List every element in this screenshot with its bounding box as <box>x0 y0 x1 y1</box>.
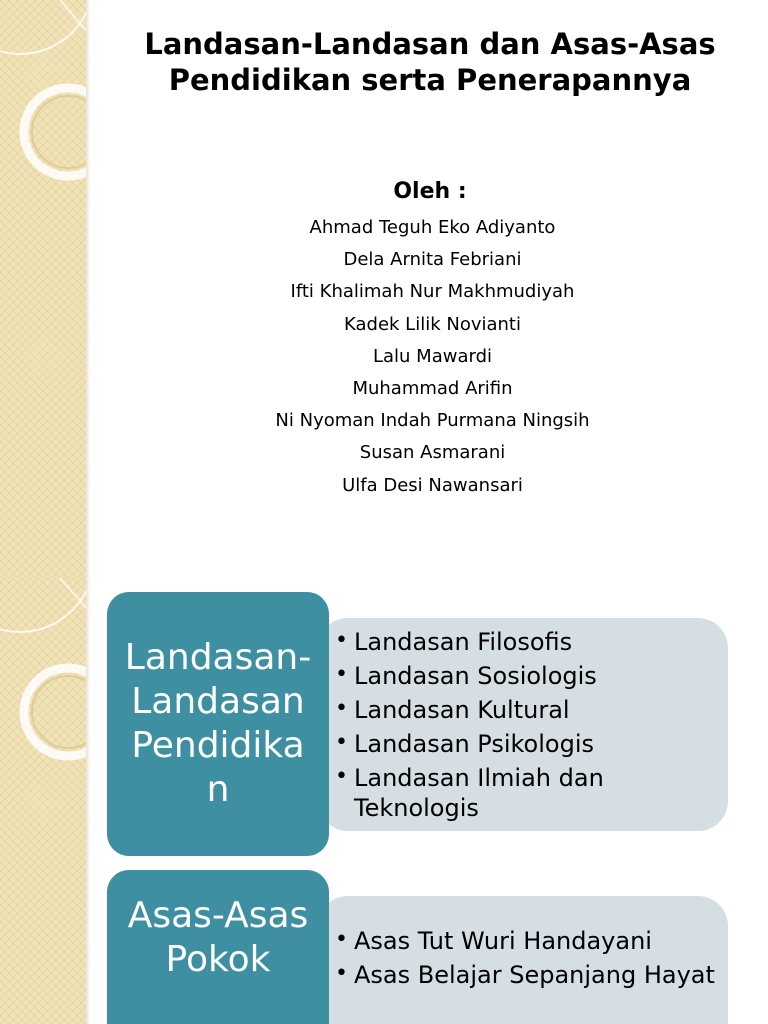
slide-2 <box>0 578 768 1024</box>
list-item: • Landasan Ilmiah dan Teknologis <box>318 763 728 823</box>
landasan-heading-box <box>107 592 329 856</box>
author-list <box>230 212 635 502</box>
strip-shadow <box>86 0 90 578</box>
author-name: Dela Arnita Febriani <box>343 249 522 271</box>
decorative-strip <box>0 0 86 578</box>
list-item: • Landasan Filosofis <box>318 627 728 657</box>
list-item: • Asas Tut Wuri Handayani <box>318 926 728 956</box>
author-name: Lalu Mawardi <box>372 345 492 367</box>
decorative-strip <box>0 578 86 1024</box>
author-name: Kadek Lilik Novianti <box>344 313 521 335</box>
author-name: Ifti Khalimah Nur Makhmudiyah <box>290 281 575 303</box>
asas-list-panel <box>318 896 728 1024</box>
asas-list <box>318 896 728 990</box>
list-item: • Asas Belajar Sepanjang Hayat <box>318 960 728 990</box>
strip-shadow <box>86 578 90 1024</box>
slide-title: Landasan-Landasan dan Asas-Asas Pendidikan serta Penerapannya <box>144 27 716 97</box>
asas-heading: Asas-Asas Pokok <box>127 895 309 980</box>
landasan-list <box>318 618 728 823</box>
byline-label: Oleh : <box>393 179 467 204</box>
author-name: Ni Nyoman Indah Purmana Ningsih <box>275 410 590 432</box>
author-name: Muhammad Arifin <box>352 377 513 399</box>
author-name: Ahmad Teguh Eko Adiyanto <box>309 217 556 238</box>
list-item: • Landasan Sosiologis <box>318 661 728 691</box>
list-item: • Landasan Kultural <box>318 695 728 725</box>
list-item: • Landasan Psikologis <box>318 729 728 759</box>
landasan-heading: Landasan-Landasan Pendidikan <box>124 637 312 810</box>
author-name: Ulfa Desi Nawansari <box>342 474 523 496</box>
decorative-rings-icon <box>0 578 86 1024</box>
landasan-list-panel <box>318 618 728 831</box>
author-name: Susan Asmarani <box>359 442 506 464</box>
asas-heading-box <box>107 870 329 1024</box>
decorative-rings-icon <box>0 0 86 578</box>
